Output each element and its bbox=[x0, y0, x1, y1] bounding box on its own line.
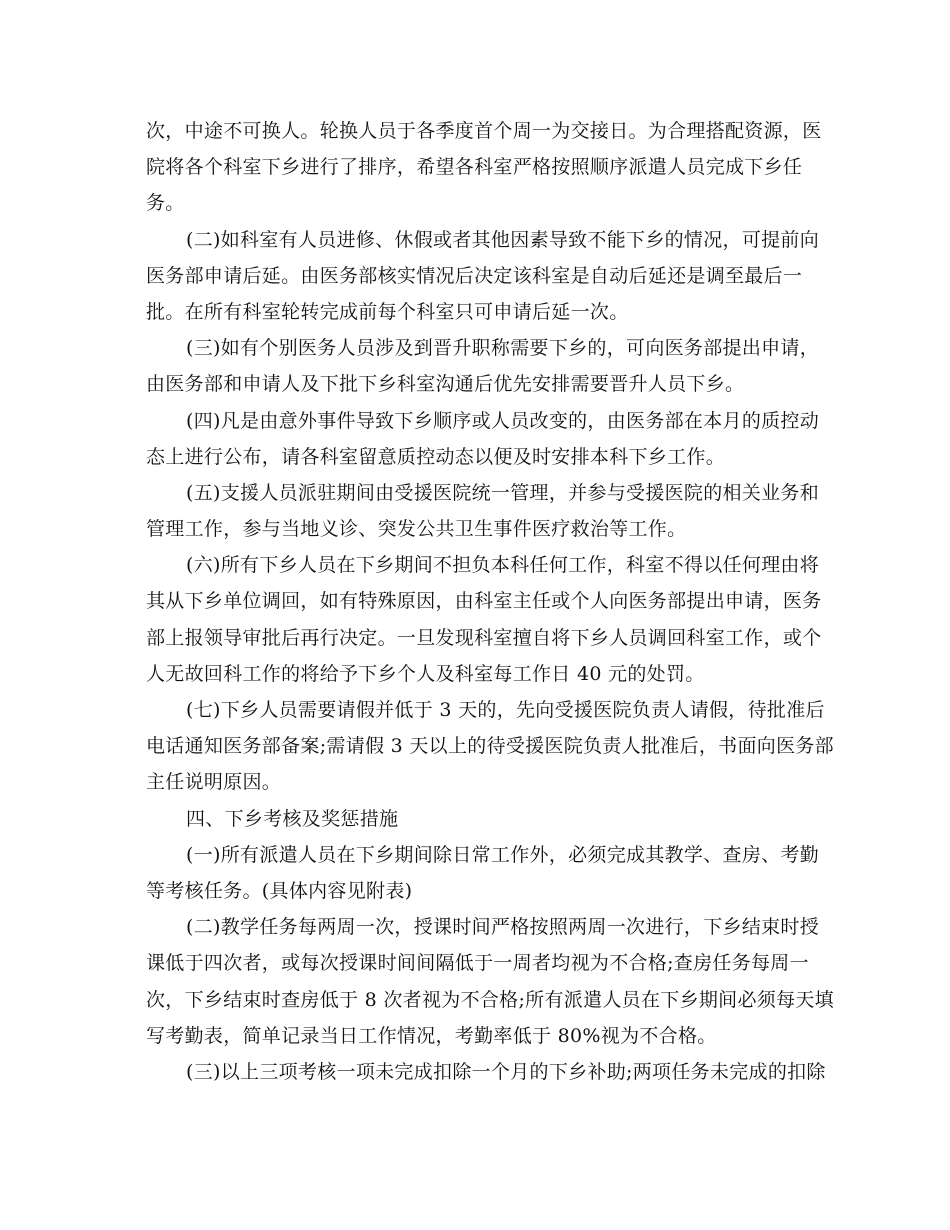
text-line: 写考勤表，简单记录当日工作情况，考勤率低于 80%视为不合格。 bbox=[146, 1024, 717, 1047]
text-line: 态上进行公布，请各科室留意质控动态以便及时安排本科下乡工作。 bbox=[146, 445, 726, 468]
text-line: 批。在所有科室轮转完成前每个科室只可申请后延一次。 bbox=[146, 300, 629, 323]
paragraph-start-line: (七)下乡人员需要请假并低于 3 天的，先向受援医院负责人请假，待批准后 bbox=[186, 699, 825, 721]
paragraph-start-line: (三)以上三项考核一项未完成扣除一个月的下乡补助;两项任务未完成的扣除 bbox=[186, 1060, 826, 1083]
text-line: 人无故回科工作的将给予下乡个人及科室每工作日 40 元的处罚。 bbox=[146, 662, 705, 685]
section-heading: 四、下乡考核及奖惩措施 bbox=[186, 807, 399, 830]
text-line: 次，中途不可换人。轮换人员于各季度首个周一为交接日。为合理搭配资源，医 bbox=[146, 120, 822, 142]
text-line: 院将各个科室下乡进行了排序，希望各科室严格按照顺序派遣人员完成下乡任 bbox=[146, 156, 803, 179]
text-line: 次，下乡结束时查房低于 8 次者视为不合格;所有派遣人员在下乡期间必须每天填 bbox=[146, 988, 834, 1011]
paragraph-start-line: (四)凡是由意外事件导致下乡顺序或人员改变的，由医务部在本月的质控动 bbox=[186, 409, 820, 432]
text-line: 其从下乡单位调回，如有特殊原因，由科室主任或个人向医务部提出申请，医务 bbox=[146, 590, 822, 613]
text-line: 部上报领导审批后再行决定。一旦发现科室擅自将下乡人员调回科室工作，或个 bbox=[146, 626, 822, 649]
text-line: 务。 bbox=[146, 192, 185, 215]
paragraph-start-line: (二)如科室有人员进修、休假或者其他因素导致不能下乡的情况，可提前向 bbox=[186, 228, 820, 251]
paragraph-start-line: (六)所有下乡人员在下乡期间不担负本科任何工作，科室不得以任何理由将 bbox=[186, 554, 820, 577]
text-line: 电话通知医务部备案;需请假 3 天以上的待受援医院负责人批准后，书面向医务部 bbox=[146, 735, 834, 758]
text-line: 由医务部和申请人及下批下乡科室沟通后优先安排需要晋升人员下乡。 bbox=[146, 373, 745, 396]
paragraph-start-line: (一)所有派遣人员在下乡期间除日常工作外，必须完成其教学、查房、考勤 bbox=[186, 843, 820, 866]
paragraph-start-line: (五)支援人员派驻期间由受援医院统一管理，并参与受援医院的相关业务和 bbox=[186, 481, 820, 504]
paragraph-start-line: (二)教学任务每两周一次，授课时间严格按照两周一次进行，下乡结束时授 bbox=[186, 916, 820, 939]
text-line: 管理工作，参与当地义诊、突发公共卫生事件医疗救治等工作。 bbox=[146, 518, 687, 541]
text-line: 主任说明原因。 bbox=[146, 771, 282, 794]
document-body bbox=[146, 113, 834, 1090]
text-line: 课低于四次者，或每次授课时间间隔低于一周者均视为不合格;查房任务每周一 bbox=[146, 952, 809, 975]
paragraph-start-line: (三)如有个别医务人员涉及到晋升职称需要下乡的，可向医务部提出申请， bbox=[186, 337, 820, 360]
text-line: 等考核任务。(具体内容见附表) bbox=[146, 879, 413, 902]
text-line: 医务部申请后延。由医务部核实情况后决定该科室是自动后延还是调至最后一 bbox=[146, 264, 803, 287]
